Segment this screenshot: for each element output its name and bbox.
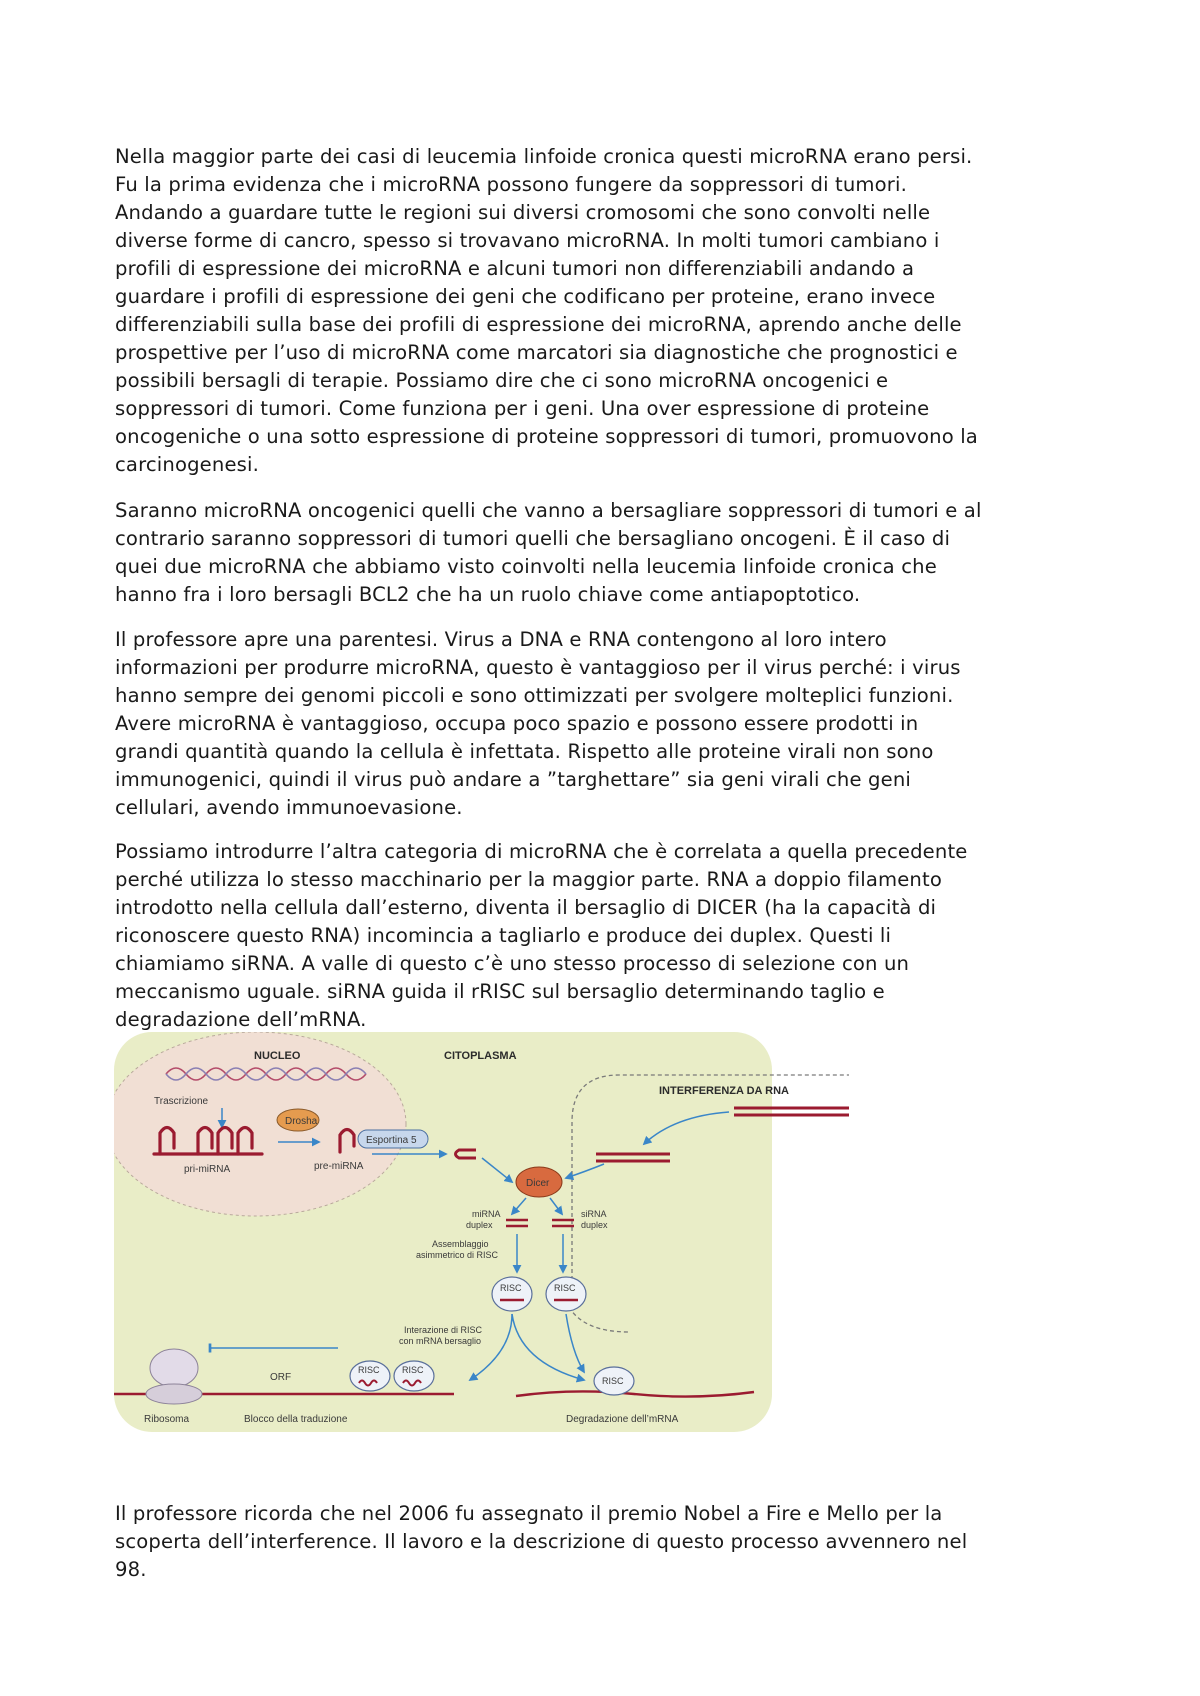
trascrizione-label: Trascrizione [154,1096,209,1107]
interferenza-label: INTERFERENZA DA RNA [659,1085,789,1097]
risc-degradation [594,1367,634,1395]
svg-text:RISC: RISC [402,1365,424,1375]
svg-text:asimmetrico di RISC: asimmetrico di RISC [416,1250,499,1260]
mirna-duplex-label: miRNA [472,1209,501,1219]
ribosoma-label: Ribosoma [144,1414,190,1425]
blocco-label: Blocco della traduzione [244,1414,348,1425]
svg-text:RISC: RISC [602,1376,624,1386]
interazione-label: Interazione di RISC [404,1325,483,1335]
assemblaggio-label: Assemblaggio [432,1239,489,1249]
degradazione-label: Degradazione dell’mRNA [566,1414,679,1425]
svg-text:RISC: RISC [500,1283,522,1293]
rna-interference-diagram [114,1032,849,1434]
svg-text:duplex: duplex [581,1220,608,1230]
risc-mirna [492,1277,532,1311]
risc-sirna [546,1277,586,1311]
pri-mirna-label: pri-miRNA [184,1164,231,1175]
pre-mirna-label: pre-miRNA [314,1161,364,1172]
svg-text:RISC: RISC [554,1283,576,1293]
paragraph-leucemia: Nella maggior parte dei casi di leucemia linfoide cronica questi microRNA erano persi. Fu la prima evidenza che i microRNA possono fungere da soppressori di tumori. Andando a guardare tutte le regioni sui diversi cromosomi che sono convolti nelle diverse forme di cancro, spesso si trovavano microRNA. In molti tumori cambiano i profili di espressione dei microRNA e alcuni tumori non differenziabili andando a guardare i profili di espressione dei geni che codificano per proteine, erano invece differenziabili sulla base dei profili di espressione dei microRNA, aprendo anche delle prospettive per l’uso di microRNA come marcatori sia diagnostiche che prognostici e possibili bersagli di terapie. Possiamo dire che ci sono microRNA oncogenici e soppressori di tumori. Come funziona per i geni. Una over espressione di proteine oncogeniche o una sotto espressione di proteine soppressori di tumori, promuovono la carcinogenesi. [115,145,978,476]
esportina-label: Esportina 5 [366,1135,417,1146]
paragraph-virus: Il professore apre una parentesi. Virus a DNA e RNA contengono al loro intero informazioni per produrre microRNA, questo è vantaggioso per il virus perché: i virus hanno sempre dei genomi piccoli e sono ottimizzati per svolgere molteplici funzioni. Avere microRNA è vantaggioso, occupa poco spazio e possono essere prodotti in grandi quantità quando la cellula è infettata. Rispetto alle proteine virali non sono immunogenici, quindi il virus può andare a ”targhettare” sia geni virali che geni cellulari, avendo immunoevasione. [115,628,961,819]
paragraph-oncogenici: Saranno microRNA oncogenici quelli che vanno a bersagliare soppressori di tumori e al contrario saranno soppressori di tumori quelli che bersagliano oncogeni. È il caso di quei due microRNA che abbiamo visto coinvolti nella leucemia linfoide cronica che hanno fra i loro bersagli BCL2 che ha un ruolo chiave come antiapoptotico. [115,499,982,606]
sirna-duplex-label: siRNA [581,1209,607,1219]
svg-text:con mRNA bersaglio: con mRNA bersaglio [399,1336,482,1346]
svg-text:RISC: RISC [358,1365,380,1375]
orf-label: ORF [270,1372,292,1383]
drosha-label: Drosha [285,1116,318,1127]
ribosome [146,1349,202,1404]
paragraph-sirna: Possiamo introdurre l’altra categoria di microRNA che è correlata a quella precedente perché utilizza lo stesso macchinario per la maggior parte. RNA a doppio filamento introdotto nella cellula dall’esterno, diventa il bersaglio di DICER (ha la capacità di riconoscere questo RNA) incomincia a tagliarlo e produce dei duplex. Questi li chiamiamo siRNA. A valle di questo c’è uno stesso processo di selezione con un meccanismo uguale. siRNA guida il rRISC sul bersaglio determinando taglio e degradazione dell’mRNA. [115,840,968,1031]
risc-bound-2 [394,1361,434,1391]
dicer-label: Dicer [526,1178,550,1189]
nucleo-label: NUCLEO [254,1050,301,1062]
paragraph-nobel: Il professore ricorda che nel 2006 fu assegnato il premio Nobel a Fire e Mello per la scoperta dell’interference. Il lavoro e la descrizione di questo processo avvennero nel 98. [115,1502,968,1581]
svg-text:duplex: duplex [466,1220,493,1230]
citoplasma-label: CITOPLASMA [444,1050,517,1062]
risc-bound-1 [350,1361,390,1391]
